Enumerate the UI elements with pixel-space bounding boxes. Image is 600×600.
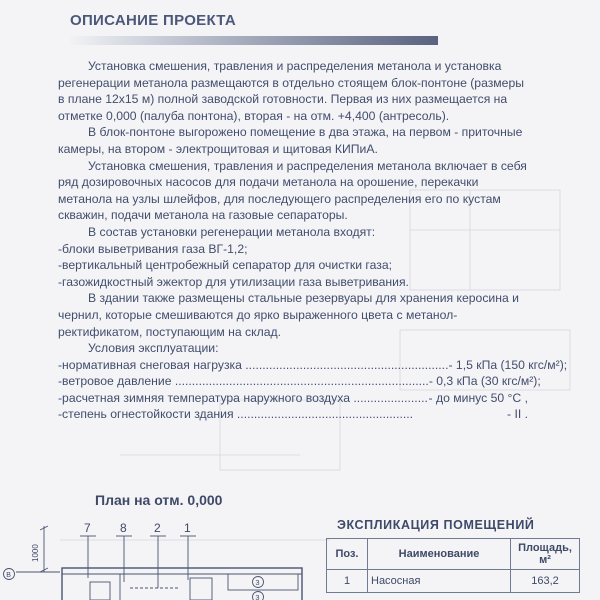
explication-table — [326, 538, 580, 593]
page-title: ОПИСАНИЕ ПРОЕКТА — [70, 12, 236, 29]
condition-row — [58, 406, 528, 423]
list-item: -газожидкостный эжектор для утилизации газа выветривания. — [58, 274, 409, 289]
callout-number: 2 — [154, 521, 161, 535]
condition-label: -степень огнестойкости здания .................................................... — [58, 407, 414, 422]
condition-row — [58, 390, 528, 407]
row-area: 163,2 — [511, 570, 580, 593]
column-header-area: Площадь, м² — [511, 539, 580, 570]
paragraph-5: В здании также размещены стальные резервуары для хранения керосина и чернил, которые смешиваются до ярко выраженного цвета с метанол-ректификатом, поступающим на склад. — [58, 291, 519, 339]
condition-value: - до минус 50 °С , — [428, 390, 528, 405]
condition-value: - 0,3 кПа (30 кгс/м²); — [428, 374, 541, 389]
paragraph-2: В блок-понтоне выгорожено помещение в два этажа, на первом - приточные камеры, на втором - электрощитовая и щитовая КИПиА. — [58, 125, 523, 156]
paragraph-3: Установка смешения, травления и распределения метанола включает в себя ряд дозировочных насосов для подачи метанола на орошение, перекачки метанола на узлы шлейфов, для последующего распределения его по кустам скважин, подачи метанола на газовые сепараторы. — [58, 158, 527, 223]
explication-title: ЭКСПЛИКАЦИЯ ПОМЕЩЕНИЙ — [337, 518, 535, 532]
floor-plan-drawing — [0, 508, 320, 600]
callout-number: 1 — [184, 521, 191, 535]
condition-label: -нормативная снеговая нагрузка ............................................................ — [58, 357, 449, 372]
callout-number: 8 — [120, 521, 127, 535]
condition-label: -ветровое давление ........................................................................... — [58, 374, 429, 389]
paragraph-1: Установка смешения, травления и распределения метанола и установка регенерации метанола размещаются в отдельно стоящем блок-понтоне (размеры в плане 12х15 м) полной заводской готовности. Первая из них размещается на отметке 0,000 (палуба понтона), вторая - на отм. +4,400 (антресоль). — [58, 59, 524, 123]
column-header-name: Наименование — [368, 539, 511, 570]
column-header-num: Поз. — [327, 539, 368, 570]
plan-title: План на отм. 0,000 — [95, 492, 223, 508]
condition-row — [58, 357, 568, 374]
list-item: -вертикальный центробежный сепаратор для очистки газа; — [58, 258, 392, 273]
row-num: 1 — [327, 570, 368, 593]
condition-row — [58, 373, 541, 390]
list-item: -блоки выветривания газа ВГ-1,2; — [58, 241, 248, 256]
paragraph-4: В состав установки регенерации метанола входят: — [88, 224, 376, 239]
condition-label: -расчетная зимняя температура наружного воздуха ...................... — [58, 390, 428, 405]
row-name: Насосная — [368, 570, 511, 593]
table-row — [327, 570, 580, 593]
condition-value: - II . — [507, 407, 528, 422]
room-marker-label: 3 — [255, 593, 260, 600]
title-underline-bar — [70, 36, 438, 45]
conditions-title: Условия эксплуатации: — [88, 341, 219, 356]
room-marker-label: 3 — [255, 578, 260, 587]
axis-label: В — [6, 572, 11, 579]
dimension-label: 1000 — [31, 544, 40, 562]
condition-value: - 1,5 кПа (150 кгс/м²); — [448, 357, 568, 372]
callout-number: 7 — [84, 521, 91, 535]
description-text — [58, 58, 568, 423]
table-header-row — [327, 539, 580, 570]
